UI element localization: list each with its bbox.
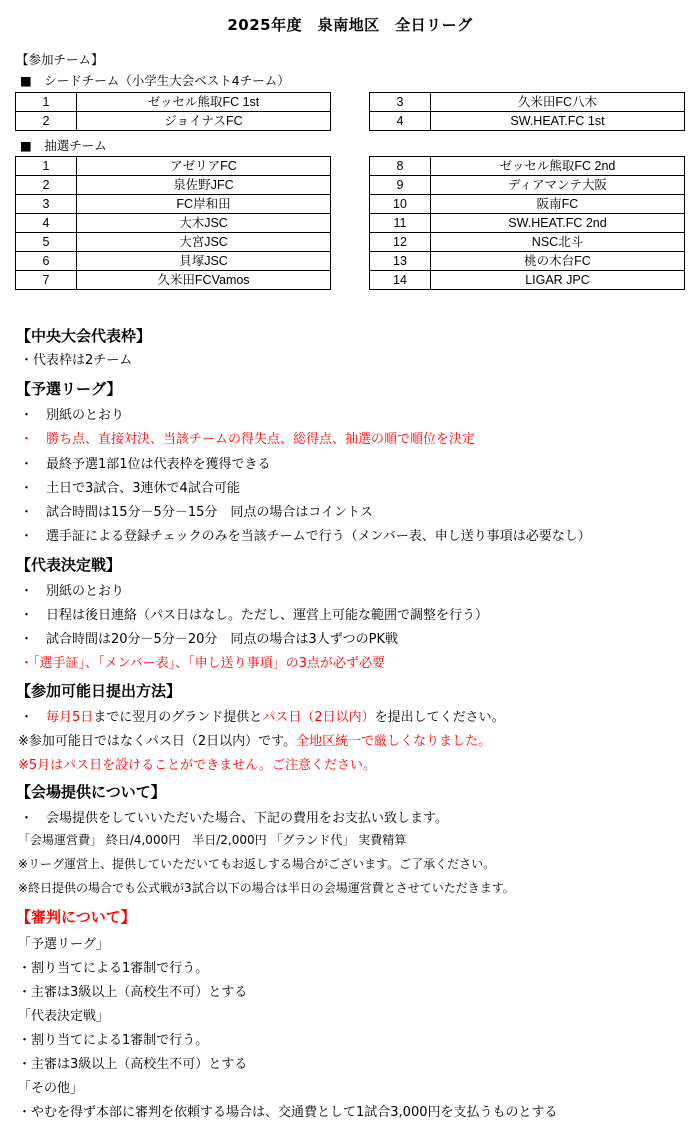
referee-line: ・主審は3級以上（高校生不可）とする — [18, 1057, 248, 1072]
team-number: 14 — [370, 271, 431, 290]
prelim-line: ・ 別紙のとおり — [20, 408, 125, 423]
avail-deadline: 毎月5日 — [46, 710, 94, 725]
table-row — [370, 214, 685, 233]
final-heading: 【代表決定戦】 — [16, 556, 122, 574]
team-name: SW.HEAT.FC 2nd — [431, 214, 685, 233]
referee-heading: 【審判について】 — [16, 908, 136, 926]
team-name: 貝塚JSC — [77, 252, 331, 271]
avail-note: ※参加可能日ではなくパス日（2日以内）です。 — [18, 734, 297, 749]
avail-text: を提出してください。 — [374, 710, 505, 725]
avail-bullet: ・ — [20, 710, 47, 725]
team-number: 12 — [370, 233, 431, 252]
team-name: LIGAR JPC — [431, 271, 685, 290]
team-number: 1 — [16, 93, 77, 112]
central-heading: 【中央大会代表枠】 — [16, 327, 152, 345]
venue-heading: 【会場提供について】 — [16, 783, 166, 801]
teams-header: 【参加チーム】 — [16, 52, 104, 67]
table-row — [16, 233, 331, 252]
avail-pass-day: パス日（2日以内） — [262, 710, 375, 725]
team-name: アゼリアFC — [77, 157, 331, 176]
team-name: 久米田FC八木 — [431, 93, 685, 112]
referee-line: ・割り当てによる1審制で行う。 — [18, 1033, 209, 1048]
team-name: SW.HEAT.FC 1st — [431, 112, 685, 131]
team-number: 11 — [370, 214, 431, 233]
avail-line-1 — [20, 706, 505, 725]
team-name: 大宮JSC — [77, 233, 331, 252]
draw-table-right — [369, 156, 685, 290]
referee-line: ・やむを得ず本部に審判を依頼する場合は、交通費として1試合3,000円を支払うものとする — [18, 1105, 558, 1120]
table-row — [16, 112, 331, 131]
team-name: ゼッセル熊取FC 2nd — [431, 157, 685, 176]
team-name: ゼッセル熊取FC 1st — [77, 93, 331, 112]
team-name: ディアマンテ大阪 — [431, 176, 685, 195]
venue-fees: 「会場運営費」 終日/4,000円 半日/2,000円 「グランド代」 実費精算 — [18, 833, 407, 847]
team-name: 阪南FC — [431, 195, 685, 214]
team-number: 2 — [16, 112, 77, 131]
table-row — [370, 112, 685, 131]
team-number: 4 — [370, 112, 431, 131]
team-number: 9 — [370, 176, 431, 195]
team-number: 8 — [370, 157, 431, 176]
table-row — [16, 271, 331, 290]
final-line: ・ 日程は後日連絡（パス日はなし。ただし、運営上可能な範囲で調整を行う） — [20, 608, 489, 623]
final-line: ・ 試合時間は20分－5分－20分 同点の場合は3人ずつのPK戦 — [20, 632, 398, 647]
team-number: 1 — [16, 157, 77, 176]
final-required-docs: ・「選手証」、「メンバー表」、「申し送り事項」の3点が必ず必要 — [20, 656, 385, 671]
team-number: 6 — [16, 252, 77, 271]
referee-line: 「予選リーグ」 — [18, 937, 110, 952]
table-row — [16, 93, 331, 112]
avail-line-2 — [18, 730, 491, 749]
team-number: 3 — [370, 93, 431, 112]
referee-line: ・割り当てによる1審制で行う。 — [18, 961, 209, 976]
referee-line: ・主審は3級以上（高校生不可）とする — [18, 985, 248, 1000]
seed-table-left — [15, 92, 331, 131]
team-number: 13 — [370, 252, 431, 271]
venue-line: ・ 会場提供をしていいただいた場合、下記の費用をお支払い致します。 — [20, 811, 448, 826]
avail-text: までに翌月のグランド提供と — [93, 710, 263, 725]
draw-table-left — [15, 156, 331, 290]
team-number: 2 — [16, 176, 77, 195]
prelim-ranking-rule: ・ 勝ち点、直接対決、当該チームの得失点、総得点、抽選の順で順位を決定 — [20, 432, 476, 447]
table-row — [370, 195, 685, 214]
table-row — [370, 176, 685, 195]
team-number: 4 — [16, 214, 77, 233]
central-line: ・代表枠は2チーム — [20, 353, 133, 368]
avail-heading: 【参加可能日提出方法】 — [16, 682, 182, 700]
table-row — [16, 195, 331, 214]
team-name: ジョイナスFC — [77, 112, 331, 131]
venue-note: ※リーグ運営上、提供していただいてもお返しする場合がございます。ご了承ください。 — [18, 857, 496, 871]
prelim-heading: 【予選リーグ】 — [16, 380, 122, 398]
seed-teams-header: ■ シードチーム（小学生大会ベスト4チーム） — [20, 73, 290, 88]
team-number: 7 — [16, 271, 77, 290]
team-number: 3 — [16, 195, 77, 214]
table-row — [16, 176, 331, 195]
team-name: 桃の木台FC — [431, 252, 685, 271]
referee-line: 「その他」 — [18, 1081, 84, 1096]
table-row — [16, 214, 331, 233]
prelim-line: ・ 試合時間は15分－5分－15分 同点の場合はコイントス — [20, 505, 373, 520]
table-row — [16, 157, 331, 176]
page-title: 2025年度 泉南地区 全日リーグ — [227, 16, 473, 34]
table-row — [370, 93, 685, 112]
table-row — [370, 157, 685, 176]
table-row — [16, 252, 331, 271]
prelim-line: ・ 最終予選1部1位は代表枠を獲得できる — [20, 457, 271, 472]
team-name: 久米田FCVamos — [77, 271, 331, 290]
prelim-line: ・ 選手証による登録チェックのみを当該チームで行う（メンバー表、申し送り事項は必要なし） — [20, 529, 591, 544]
table-row — [370, 271, 685, 290]
table-row — [370, 233, 685, 252]
final-line: ・ 別紙のとおり — [20, 584, 125, 599]
venue-note: ※終日提供の場合でも公式戦が3試合以下の場合は半日の会場運営費とさせていただきます。 — [18, 881, 515, 895]
team-name: FC岸和田 — [77, 195, 331, 214]
seed-table-right — [369, 92, 685, 131]
team-name: 大木JSC — [77, 214, 331, 233]
team-name: NSC北斗 — [431, 233, 685, 252]
referee-line: 「代表決定戦」 — [18, 1009, 110, 1024]
team-number: 5 — [16, 233, 77, 252]
draw-teams-header: ■ 抽選チーム — [20, 138, 107, 153]
table-row — [370, 252, 685, 271]
prelim-line: ・ 土日で3試合、3連休で4試合可能 — [20, 481, 240, 496]
team-name: 泉佐野JFC — [77, 176, 331, 195]
team-number: 10 — [370, 195, 431, 214]
avail-note-red: 全地区統一で厳しくなりました。 — [296, 734, 492, 749]
avail-may-note: ※5月はパス日を設けることができません。ご注意ください。 — [18, 758, 376, 773]
